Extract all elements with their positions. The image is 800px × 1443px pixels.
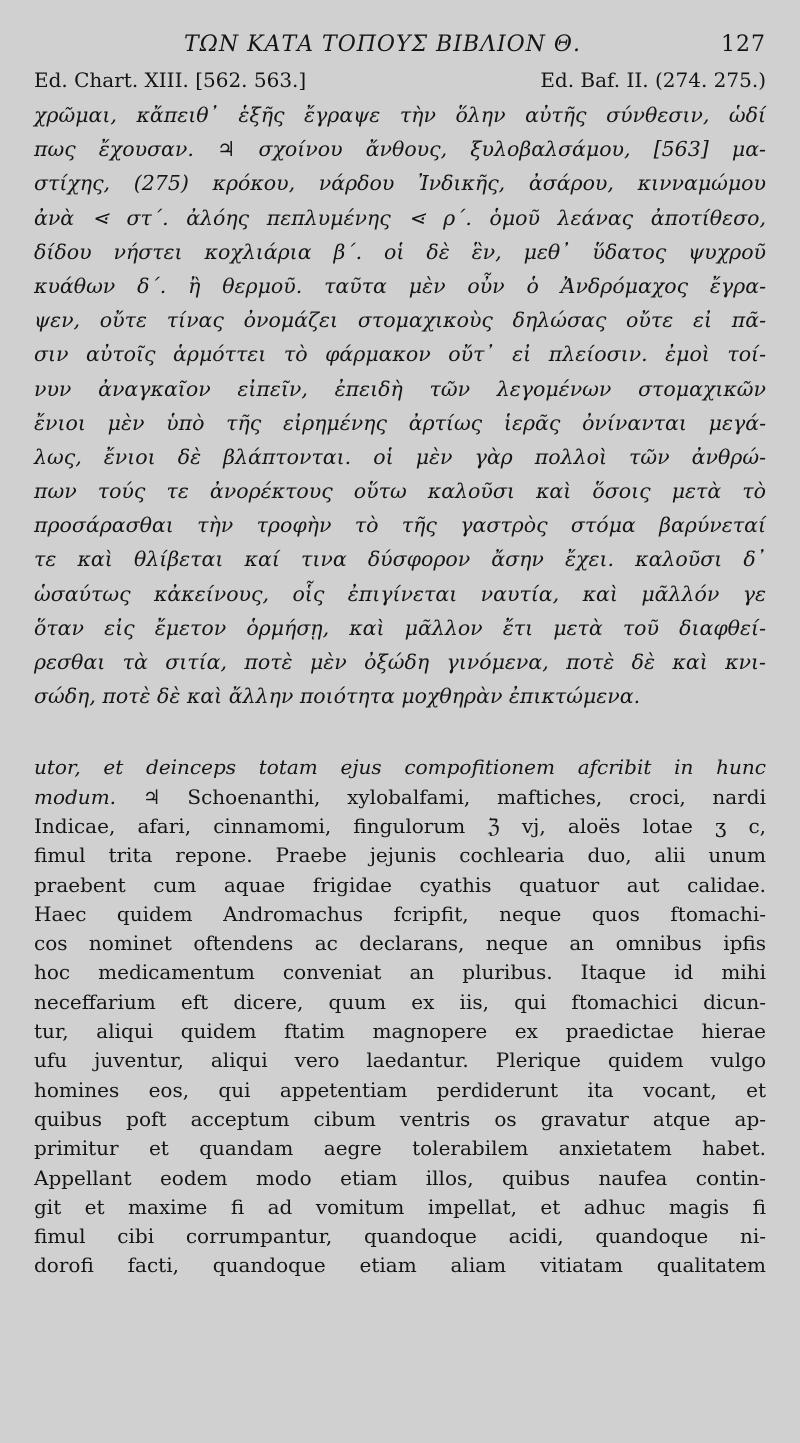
- greek-text-block: [34, 98, 766, 713]
- latin-line: [34, 783, 766, 812]
- edition-chart-reference: Ed. Chart. XIII. [562. 563.]: [34, 68, 307, 92]
- latin-line: neceffarium eft dicere, quum ex iis, qui ftomachici dicun-: [34, 989, 766, 1014]
- greek-line: ὡσαύτως κἀκείνους, οἷς ἐπιγίνεται ναυτία, καὶ μᾶλλόν γε: [34, 581, 766, 606]
- greek-line: ὅταν εἰς ἔμετον ὁρμήσῃ, καὶ μᾶλλον ἔτι μετὰ τοῦ διαφθεί-: [34, 615, 766, 640]
- latin-line: ufu juventur, aliqui vero laedantur. Plerique quidem vulgo: [34, 1048, 766, 1073]
- greek-line: σιν αὐτοῖς ἁρμόττει τὸ φάρμακον οὔτ᾽ εἰ πλείοσιν. ἐμοὶ τοί-: [34, 342, 766, 367]
- latin-line: dorofi facti, quandoque etiam aliam vitiatam qualitatem: [34, 1253, 766, 1278]
- greek-line: δίδου νήστει κοχλιάρια β΄. οἱ δὲ ἓν, μεθ᾽ ὕδατος ψυχροῦ: [34, 239, 766, 264]
- latin-line: tur, aliqui quidem ftatim magnopere ex praedictae hierae: [34, 1019, 766, 1044]
- latin-text-block: [34, 753, 766, 1280]
- edition-basel-reference: Ed. Baf. II. (274. 275.): [540, 68, 766, 92]
- latin-italic-word: modum.: [34, 784, 117, 809]
- latin-line: Appellant eodem modo etiam illos, quibus naufea contin-: [34, 1165, 766, 1190]
- greek-line: λως, ἔνιοι δὲ βλάπτονται. οἱ μὲν γὰρ πολλοὶ τῶν ἀνθρώ-: [34, 444, 766, 469]
- page-header: [34, 28, 766, 68]
- greek-line: στίχης, (275) κρόκου, νάρδου Ἰνδικῆς, ἀσάρου, κινναμώμου: [34, 171, 766, 196]
- greek-line: πων τούς τε ἀνορέκτους οὕτω καλοῦσι καὶ ὅσοις μετὰ τὸ: [34, 479, 766, 504]
- latin-line: Haec quidem Andromachus fcripfit, neque quos ftomachi-: [34, 901, 766, 926]
- greek-line: τε καὶ θλίβεται καί τινα δύσφορον ἄσην ἔχει. καλοῦσι δ᾽: [34, 547, 766, 572]
- greek-line: ψεν, οὔτε τίνας ὀνομάζει στομαχικοὺς δηλώσας οὔτε εἰ πᾶ-: [34, 308, 766, 333]
- greek-line: προσάρασθαι τὴν τροφὴν τὸ τῆς γαστρὸς στόμα βαρύνεταί: [34, 513, 766, 538]
- greek-line: χρῶμαι, κἄπειθ᾽ ἑξῆς ἔγραψε τὴν ὅλην αὐτῆς σύνθεσιν, ὡδί: [34, 103, 766, 127]
- greek-line: νυν ἀναγκαῖον εἰπεῖν, ἐπειδὴ τῶν λεγομένων στομαχικῶν: [34, 376, 766, 401]
- edition-reference-line: [34, 68, 766, 94]
- greek-line: σώδη, ποτὲ δὲ καὶ ἄλλην ποιότητα μοχθηρὰν ἐπικτώμενα.: [34, 684, 641, 709]
- latin-line: homines eos, qui appetentiam perdiderunt ita vocant, et: [34, 1077, 766, 1102]
- latin-line: utor, et deinceps totam ejus compofitionem afcribit in hunc: [34, 755, 766, 780]
- latin-line: git et maxime fi ad vomitum impellat, et adhuc magis fi: [34, 1194, 766, 1219]
- latin-line: hoc medicamentum conveniat an pluribus. Itaque id mihi: [34, 960, 766, 985]
- latin-line-text: ♃ Schoenanthi, xylobalfami, maftiches, croci, nardi: [116, 784, 766, 809]
- running-title: ΤΩΝ ΚΑΤΑ ΤΟΠΟΥΣ ΒΙΒΛΙΟΝ Θ.: [184, 32, 581, 57]
- greek-line: ρεσθαι τὰ σιτία, ποτὲ μὲν ὀξώδη γινόμενα, ποτὲ δὲ καὶ κνι-: [34, 650, 766, 674]
- latin-line: cos nominet oftendens ac declarans, neque an omnibus ipfis: [34, 931, 766, 956]
- latin-line: primitur et quandam aegre tolerabilem anxietatem habet.: [34, 1136, 766, 1161]
- latin-line: Indicae, afari, cinnamomi, fingulorum ℨ vj, aloës lotae ʒ c,: [34, 813, 766, 838]
- greek-line: κυάθων δ΄. ἢ θερμοῦ. ταῦτα μὲν οὖν ὁ Ἀνδρόμαχος ἔγρα-: [34, 273, 766, 298]
- latin-line: quibus poft acceptum cibum ventris os gravatur atque ap-: [34, 1106, 766, 1131]
- latin-line: fimul cibi corrumpantur, quandoque acidi, quandoque ni-: [34, 1224, 766, 1249]
- latin-line: praebent cum aquae frigidae cyathis quatuor aut calidae.: [34, 872, 766, 897]
- latin-line: fimul trita repone. Praebe jejunis cochlearia duo, alii unum: [34, 843, 766, 868]
- greek-line: ἔνιοι μὲν ὑπὸ τῆς εἰρημένης ἀρτίως ἱερᾶς ὀνίνανται μεγά-: [34, 410, 766, 435]
- page-number: 127: [721, 32, 766, 57]
- greek-line: ἀνὰ ⋖ στ΄. ἀλόης πεπλυμένης ⋖ ρ΄. ὁμοῦ λεάνας ἀποτίθεσο,: [34, 205, 766, 230]
- greek-line: πως ἔχουσαν. ♃ σχοίνου ἄνθους, ξυλοβαλσάμου, [563] μα-: [34, 137, 766, 162]
